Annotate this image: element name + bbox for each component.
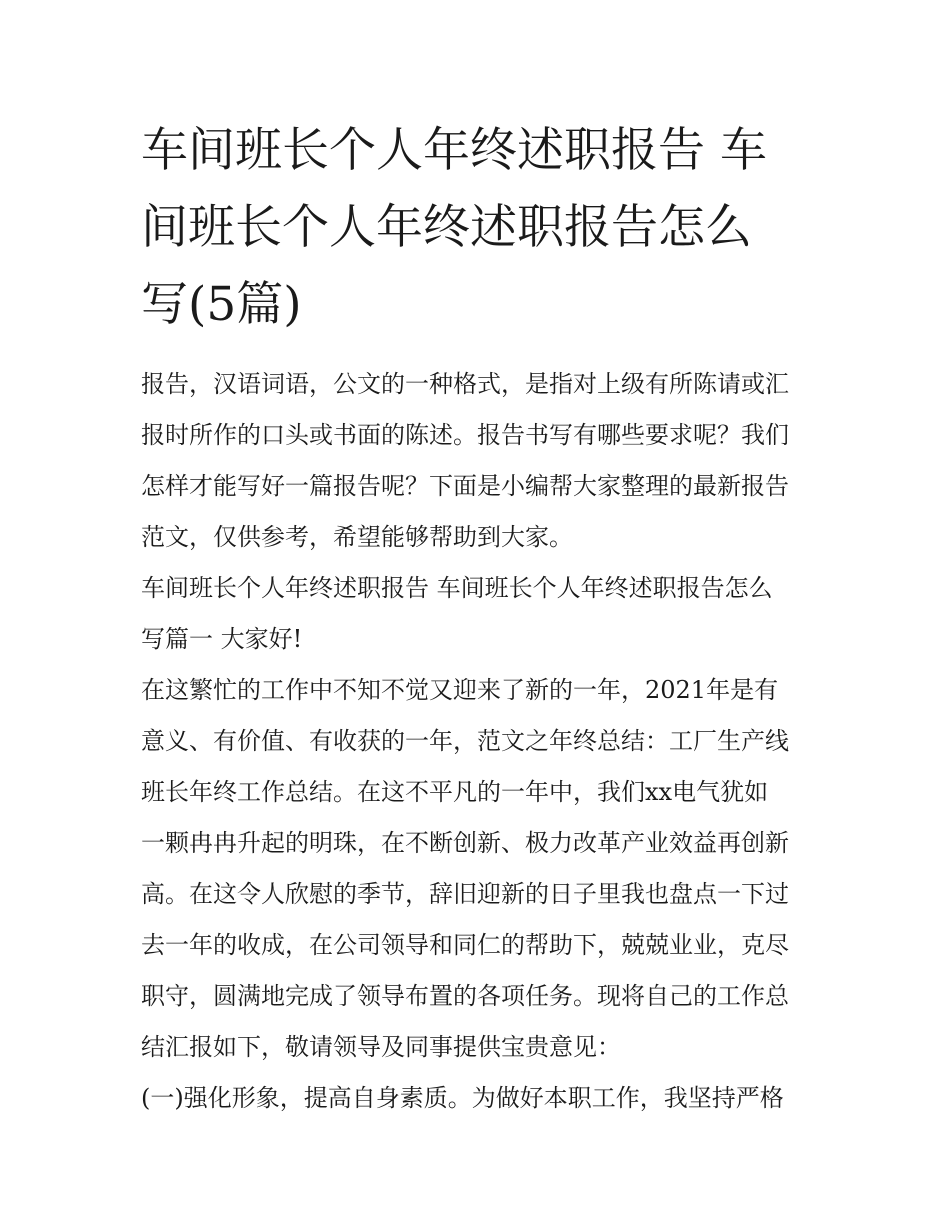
text-line: 结汇报如下，敬请领导及同事提供宝贵意见： bbox=[141, 1033, 621, 1061]
text-line: 车间班长个人年终述职报告 车间班长个人年终述职报告怎么 bbox=[141, 574, 773, 602]
document-title bbox=[141, 112, 817, 343]
title-line: 车间班长个人年终述职报告 车 bbox=[141, 123, 767, 178]
body-paragraph bbox=[141, 665, 817, 1073]
text-line: 一颗冉冉升起的明珠，在不断创新、极力改革产业效益再创新 bbox=[141, 829, 789, 857]
document-body bbox=[141, 359, 817, 1124]
intro-paragraph bbox=[141, 359, 817, 563]
text-line: 报告，汉语词语，公文的一种格式，是指对上级有所陈请或汇 bbox=[141, 370, 789, 398]
text-line: 高。在这令人欣慰的季节，辞旧迎新的日子里我也盘点一下过 bbox=[141, 880, 789, 908]
text-line: 意义、有价值、有收获的一年，范文之年终总结：工厂生产线 bbox=[141, 727, 789, 755]
body-paragraph bbox=[141, 1073, 817, 1124]
text-line: 怎样才能写好一篇报告呢？下面是小编帮大家整理的最新报告 bbox=[141, 472, 789, 500]
text-line: 去一年的收成，在公司领导和同仁的帮助下，兢兢业业，克尽 bbox=[141, 931, 789, 959]
text-line: 报时所作的口头或书面的陈述。报告书写有哪些要求呢？我们 bbox=[141, 421, 789, 449]
text-line: 在这繁忙的工作中不知不觉又迎来了新的一年，2021年是有 bbox=[141, 676, 779, 704]
section-heading-paragraph bbox=[141, 563, 817, 665]
text-line: (一)强化形象，提高自身素质。为做好本职工作，我坚持严格 bbox=[141, 1084, 784, 1112]
title-line: 写(5篇) bbox=[141, 277, 302, 332]
text-line: 写篇一 大家好! bbox=[141, 625, 303, 653]
text-line: 班长年终工作总结。在这不平凡的一年中，我们xx电气犹如 bbox=[141, 778, 769, 806]
document-content bbox=[141, 112, 817, 1124]
title-line: 间班长个人年终述职报告怎么 bbox=[141, 200, 752, 255]
text-line: 范文，仅供参考，希望能够帮助到大家。 bbox=[141, 523, 573, 551]
text-line: 职守，圆满地完成了领导布置的各项任务。现将自己的工作总 bbox=[141, 982, 789, 1010]
